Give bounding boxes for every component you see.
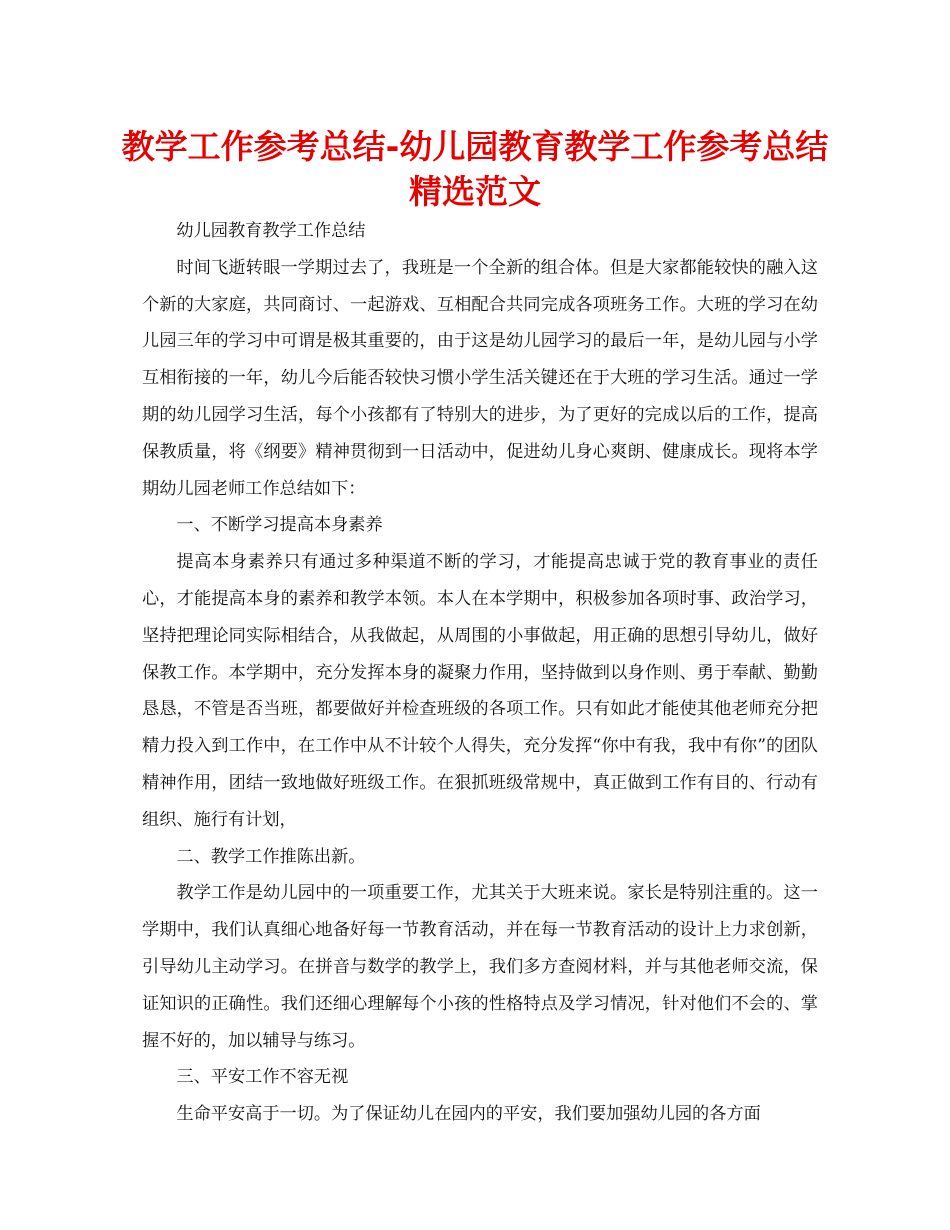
document-title — [120, 124, 830, 214]
document-body — [142, 213, 818, 1133]
section-2-paragraph: 教学工作是幼儿园中的一项重要工作，尤其关于大班来说。家长是特别注重的。这一学期中，我们认真细心地备好每一节教育活动，并在每一节教育活动的设计上力求创新，引导幼儿主动学习。在拼音与数学的教学上，我们多方查阅材料，并与其他老师交流，保证知识的正确性。我们还细心理解每个小孩的性格特点及学习情况，针对他们不会的、掌握不好的，加以辅导与练习。 — [142, 883, 818, 1051]
section-heading-3: 三、平安工作不容无视 — [176, 1067, 349, 1088]
intro-paragraph: 时间飞逝转眼一学期过去了，我班是一个全新的组合体。但是大家都能较快的融入这个新的大家庭，共同商讨、一起游戏、互相配合共同完成各项班务工作。大班的学习在幼儿园三年的学习中可谓是极其重要的，由于这是幼儿园学习的最后一年，是幼儿园与小学互相衔接的一年，幼儿今后能否较快习惯小学生活关键还在于大班的学习生活。通过一学期的幼儿园学习生活，每个小孩都有了特别大的进步，为了更好的完成以后的工作，提高保教质量，将《纲要》精神贯彻到一日活动中，促进幼儿身心爽朗、健康成长。现将本学期幼儿园老师工作总结如下： — [142, 257, 818, 499]
section-heading-1: 一、不断学习提高本身素养 — [176, 515, 383, 536]
title-line-1: 教学工作参考总结-幼儿园教育教学工作参考总结 — [121, 127, 829, 166]
title-line-2: 精选范文 — [409, 172, 541, 211]
section-heading-2: 二、教学工作推陈出新。 — [176, 846, 366, 867]
section-1-paragraph: 提高本身素养只有通过多种渠道不断的学习，才能提高忠诚于党的教育事业的责任心，才能提高本身的素养和教学本领。本人在本学期中，积极参加各项时事、政治学习，坚持把理论同实际相结合，从我做起，从周围的小事做起，用正确的思想引导幼儿，做好保教工作。本学期中，充分发挥本身的凝聚力作用，坚持做到以身作则、勇于奉献、勤勤恳恳，不管是否当班，都要做好并检查班级的各项工作。只有如此才能使其他老师充分把精力投入到工作中，在工作中从不计较个人得失，充分发挥“你中有我，我中有你”的团队精神作用，团结一致地做好班级工作。在狠抓班级常规中，真正做到工作有目的、行动有组织、施行有计划， — [142, 552, 818, 830]
section-3-paragraph: 生命平安高于一切。为了保证幼儿在园内的平安，我们要加强幼儿园的各方面 — [176, 1104, 761, 1125]
subtitle-paragraph: 幼儿园教育教学工作总结 — [176, 221, 366, 241]
